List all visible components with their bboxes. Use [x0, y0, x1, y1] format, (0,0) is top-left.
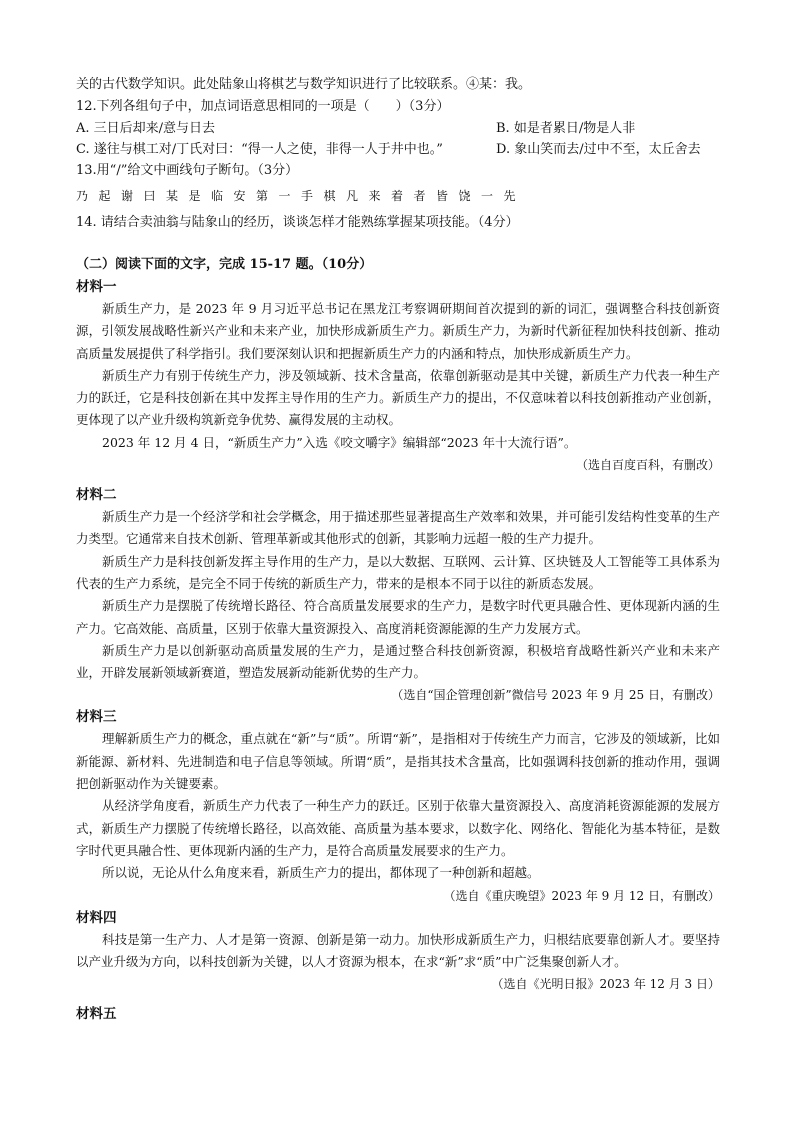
material-2-title: 材料二: [76, 487, 117, 504]
option-a: A. 三日后却来/意与日去: [76, 121, 216, 136]
material-4-source: （选自《光明日报》2023 年 12 月 3 日）: [491, 977, 720, 992]
option-b: B. 如是者累日/物是人非: [496, 121, 636, 136]
material-4-title: 材料四: [76, 909, 117, 926]
question-12-row-2: [76, 139, 720, 160]
material-3-paragraph: 从经济学角度看，新质生产力代表了一种生产力的跃迁。区别于依靠大量资源投入、高度消耗资源能源的发展方式，新质生产力摆脱了传统增长路径，以高效能、高质量为基本要求，以数字化、网络化、智能化为基本特征，是数字时代更具融合性、更体现新内涵的生产力，是符合高质量发展要求的生产力。: [76, 798, 720, 858]
question-14-stem: 14. 请结合卖油翁与陆象山的经历，谈谈怎样才能熟练掌握某项技能。（4分）: [76, 215, 519, 230]
question-12-row-1: [76, 118, 720, 139]
material-3-source: （选自《重庆晚望》2023 年 9 月 12 日，有删改）: [443, 888, 720, 903]
material-1-source: （选自百度百科，有删改）: [575, 458, 720, 473]
option-c: C. 遂往与棋工对/丁氏对曰：“得一人之使，非得一人于井中也。”: [76, 142, 443, 157]
material-5-title: 材料五: [76, 1006, 117, 1023]
material-3-paragraph: 所以说，无论从什么角度来看，新质生产力的提出，都体现了一种创新和超越。: [102, 865, 540, 881]
material-2-source: （选自“国企管理创新”微信号 2023 年 9 月 25 日，有删改）: [391, 688, 720, 703]
question-13-sentence: 乃起谢曰某是临安第一手棋凡来着者皆饶一先: [76, 189, 527, 203]
question-13-stem: 13.用“/”给文中画线句子断句。（3分）: [76, 163, 299, 178]
material-1-title: 材料一: [76, 279, 117, 295]
previous-note-tail: 关的古代数学知识。此处陆象山将棋艺与数学知识进行了比较联系。④某：我。: [76, 77, 532, 92]
material-2-paragraph: 新质生产力是科技创新发挥主导作用的生产力，是以大数据、互联网、云计算、区块链及人工智能等工具体系为代表的生产力系统，是完全不同于传统的新质生产力，带来的是根本不同于以往的新质态发展。: [76, 553, 720, 591]
exam-page: [76, 74, 720, 1025]
material-1-paragraph: 新质生产力有别于传统生产力，涉及领域新、技术含量高，依靠创新驱动是其中关键，新质生产力代表一种生产力的跃迁，它是科技创新在其中发挥主导作用的生产力。新质生产力的提出，不仅意味着以科技创新推动产业创新，更体现了以产业升级构筑新竞争优势、赢得发展的主动权。: [76, 367, 720, 428]
question-12: [76, 96, 720, 160]
question-12-stem: 12.下列各组句子中，加点词语意思相同的一项是（ ）（3分）: [76, 99, 450, 114]
material-2-paragraph: 新质生产力是以创新驱动高质量发展的生产力，是通过整合科技创新资源，积极培育战略性新兴产业和未来产业，开辟发展新领域新赛道，塑造发展新动能新优势的生产力。: [76, 642, 720, 681]
option-d: D. 象山笑而去/过中不至，太丘舍去: [496, 142, 701, 157]
material-3-title: 材料三: [76, 709, 117, 726]
material-2-paragraph: 新质生产力是一个经济学和社会学概念，用于描述那些显著提高生产效率和效果，并可能引发结构性变革的生产力类型。它通常来自技术创新、管理革新或其他形式的创新，其影响力远超一般的生产力提升。: [76, 509, 720, 547]
material-4-paragraph: 科技是第一生产力、人才是第一资源、创新是第一动力。加快形成新质生产力，归根结底要靠创新人才。要坚持以产业升级为方向，以科技创新为关键，以人才资源为根本，在求“新”求“质”中广泛集聚创新人才。: [76, 931, 720, 969]
material-1-paragraph: 新质生产力，是 2023 年 9 月习近平总书记在黑龙江考察调研期间首次提到的新的词汇，强调整合科技创新资源，引领发展战略性新兴产业和未来产业，加快形成新质生产力。新质生产力，为新时代新征程加快科技创新、推动高质量发展提供了科学指引。我们要深刻认识和把握新质生产力的内涵和特点，加快形成新质生产力。: [76, 301, 720, 361]
material-2-paragraph: 新质生产力是摆脱了传统增长路径、符合高质量发展要求的生产力，是数字时代更具融合性、更体现新内涵的生产力。它高效能、高质量，区别于依靠大量资源投入、高度消耗资源能源的生产力发展方式。: [76, 598, 720, 636]
material-3-paragraph: 理解新质生产力的概念，重点就在“新”与“质”。所谓“新”，是指相对于传统生产力而言，它涉及的领域新，比如新能源、新材料、先进制造和电子信息等领域。所谓“质”，是指其技术含量高，比如强调科技创新的推动作用，强调把创新驱动作为关键要素。: [76, 731, 720, 792]
section-2-title: （二）阅读下面的文字，完成 15-17 题。（10分）: [76, 257, 373, 272]
material-1-paragraph: 2023 年 12 月 4 日，“新质生产力”入选《咬文嚼字》编辑部“2023 年十大流行语”。: [102, 434, 577, 450]
